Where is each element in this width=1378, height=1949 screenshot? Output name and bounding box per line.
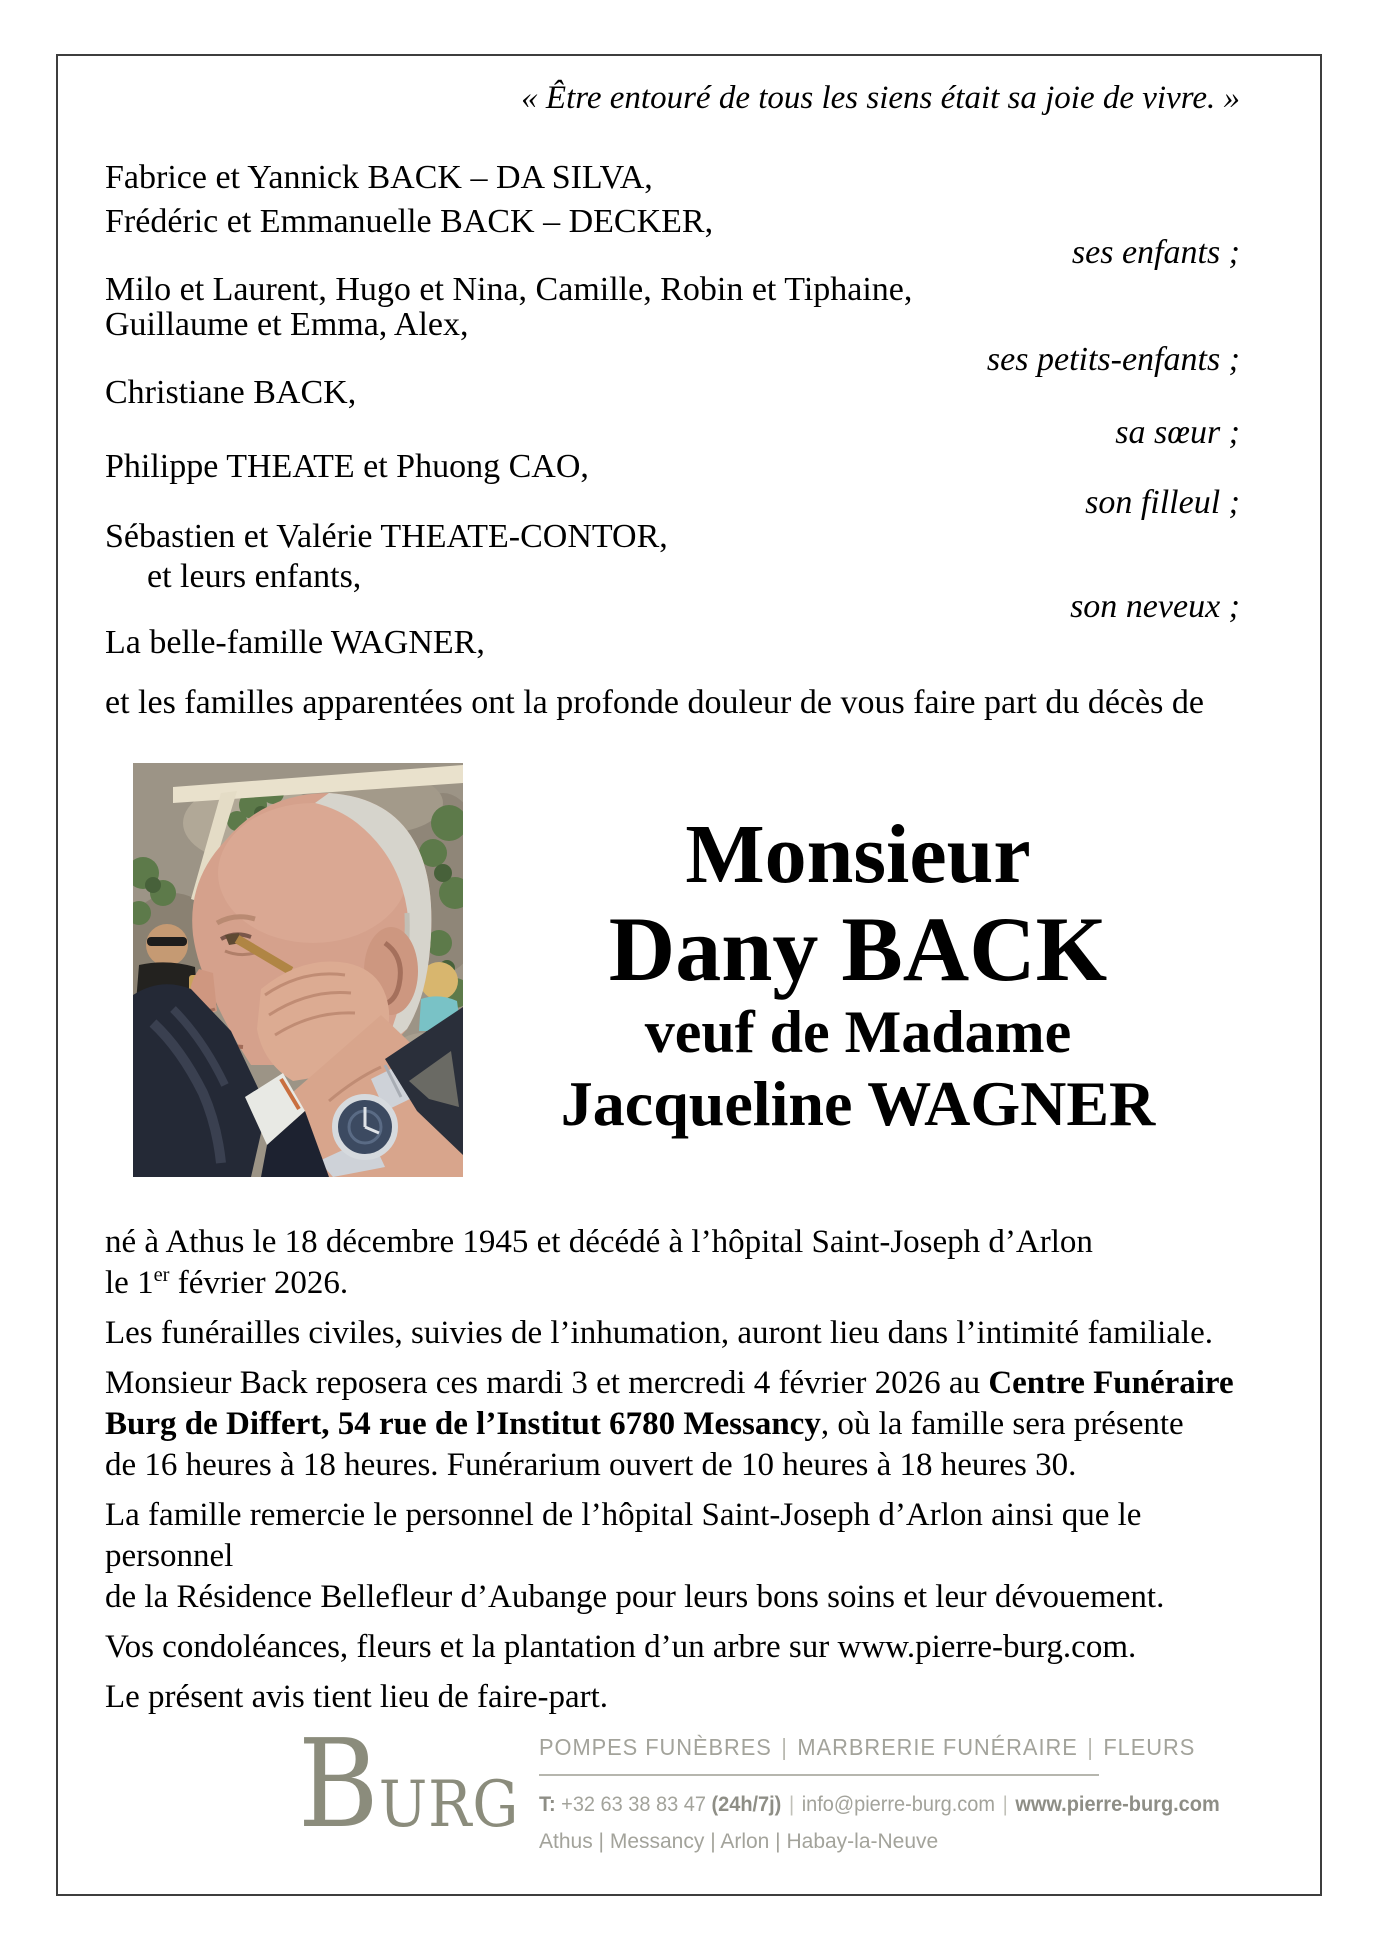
repose-paragraph bbox=[105, 1363, 1255, 1486]
notice-paragraph: Le présent avis tient lieu de faire-part. bbox=[105, 1679, 609, 1715]
family-line: Frédéric et Emmanuelle BACK – DECKER, bbox=[105, 203, 714, 240]
email-address: info@pierre-burg.com bbox=[801, 1793, 995, 1816]
widower-line: veuf de Madame bbox=[644, 999, 1072, 1065]
phone-number: +32 63 38 83 47 bbox=[555, 1793, 712, 1816]
relation-label: ses enfants ; bbox=[1071, 234, 1240, 271]
footer-divider bbox=[539, 1774, 1099, 1776]
service-fleurs: FLEURS bbox=[1103, 1734, 1196, 1760]
separator: | bbox=[781, 1734, 788, 1760]
death-date-pre: le 1 bbox=[105, 1265, 154, 1301]
thanks-line1: La famille remercie le personnel de l’hôpital Saint-Joseph d’Arlon ainsi que le personnel bbox=[105, 1497, 1142, 1574]
separator: | bbox=[1002, 1793, 1008, 1816]
family-line: Christiane BACK, bbox=[105, 374, 357, 411]
family-line: Fabrice et Yannick BACK – DA SILVA, bbox=[105, 159, 653, 196]
birth-death-paragraph bbox=[105, 1222, 1255, 1304]
death-date-post: février 2026. bbox=[169, 1265, 349, 1301]
phone-label: T: bbox=[539, 1793, 556, 1816]
relation-label: sa sœur ; bbox=[1115, 414, 1240, 451]
portrait-photo-illustration bbox=[133, 763, 463, 1177]
thanks-paragraph bbox=[105, 1495, 1255, 1618]
contact-line bbox=[539, 1793, 1220, 1817]
relation-label: ses petits-enfants ; bbox=[986, 341, 1240, 378]
separator: | bbox=[788, 1793, 795, 1816]
announcement-line: et les familles apparentées ont la profonde douleur de vous faire part du décès de bbox=[105, 684, 1204, 721]
spouse-name: Jacqueline WAGNER bbox=[560, 1068, 1156, 1139]
service-pompes-funebres: POMPES FUNÈBRES bbox=[539, 1734, 772, 1760]
burg-logo-rest: URG bbox=[378, 1768, 520, 1842]
funeral-home-address: Burg de Differt, 54 rue de l’Institut 6780 Messancy bbox=[105, 1406, 821, 1442]
funeral-home-name: Centre Funéraire bbox=[988, 1365, 1234, 1401]
family-line: Milo et Laurent, Hugo et Nina, Camille, Robin et Tiphaine, bbox=[105, 271, 913, 308]
repose-text: Monsieur Back reposera ces mardi 3 et mercredi 4 février 2026 au bbox=[105, 1365, 989, 1401]
service-marbrerie: MARBRERIE FUNÉRAIRE bbox=[797, 1734, 1078, 1760]
relation-label: son neveux ; bbox=[1070, 588, 1240, 625]
funeral-paragraph: Les funérailles civiles, suivies de l’inhumation, auront lieu dans l’intimité familiale. bbox=[105, 1315, 1213, 1351]
portrait-photo bbox=[133, 763, 463, 1177]
memorial-quote: « Être entouré de tous les siens était sa joie de vivre. » bbox=[521, 80, 1240, 116]
cities-line: Athus | Messancy | Arlon | Habay-la-Neuve bbox=[539, 1830, 939, 1853]
deceased-title: Monsieur bbox=[685, 808, 1031, 901]
burg-logo bbox=[298, 1713, 520, 1855]
visiting-hours: de 16 heures à 18 heures. Funérarium ouvert de 10 heures à 18 heures 30. bbox=[105, 1447, 1077, 1483]
funeral-home-footer bbox=[539, 1734, 1220, 1854]
separator: | bbox=[1087, 1734, 1094, 1760]
burg-logo-initial: B bbox=[298, 1713, 379, 1855]
website-url: www.pierre-burg.com bbox=[1015, 1793, 1220, 1816]
family-line: Philippe THEATE et Phuong CAO, bbox=[105, 448, 589, 485]
deceased-name: Dany BACK bbox=[608, 898, 1108, 1000]
birth-death-line1: né à Athus le 18 décembre 1945 et décédé à l’hôpital Saint-Joseph d’Arlon bbox=[105, 1224, 1093, 1260]
thanks-line2: de la Résidence Bellefleur d’Aubange pour leurs bons soins et leur dévouement. bbox=[105, 1579, 1165, 1615]
services-line bbox=[539, 1734, 1196, 1761]
repose-text-2: , où la famille sera présente bbox=[820, 1406, 1184, 1442]
family-line: Guillaume et Emma, Alex, bbox=[105, 306, 469, 343]
hours-badge: (24h/7j) bbox=[711, 1793, 782, 1816]
details-section bbox=[105, 1222, 1255, 1727]
family-line: La belle-famille WAGNER, bbox=[105, 624, 485, 661]
family-line: Sébastien et Valérie THEATE-CONTOR, bbox=[105, 518, 668, 555]
page-border-frame bbox=[56, 54, 1322, 1896]
condolences-paragraph: Vos condoléances, fleurs et la plantation d’un arbre sur www.pierre-burg.com. bbox=[105, 1629, 1137, 1665]
family-line-indented: et leurs enfants, bbox=[147, 558, 362, 595]
deceased-name-block bbox=[488, 809, 1228, 1141]
death-date-superscript: er bbox=[153, 1264, 170, 1286]
relation-label: son filleul ; bbox=[1085, 484, 1240, 521]
